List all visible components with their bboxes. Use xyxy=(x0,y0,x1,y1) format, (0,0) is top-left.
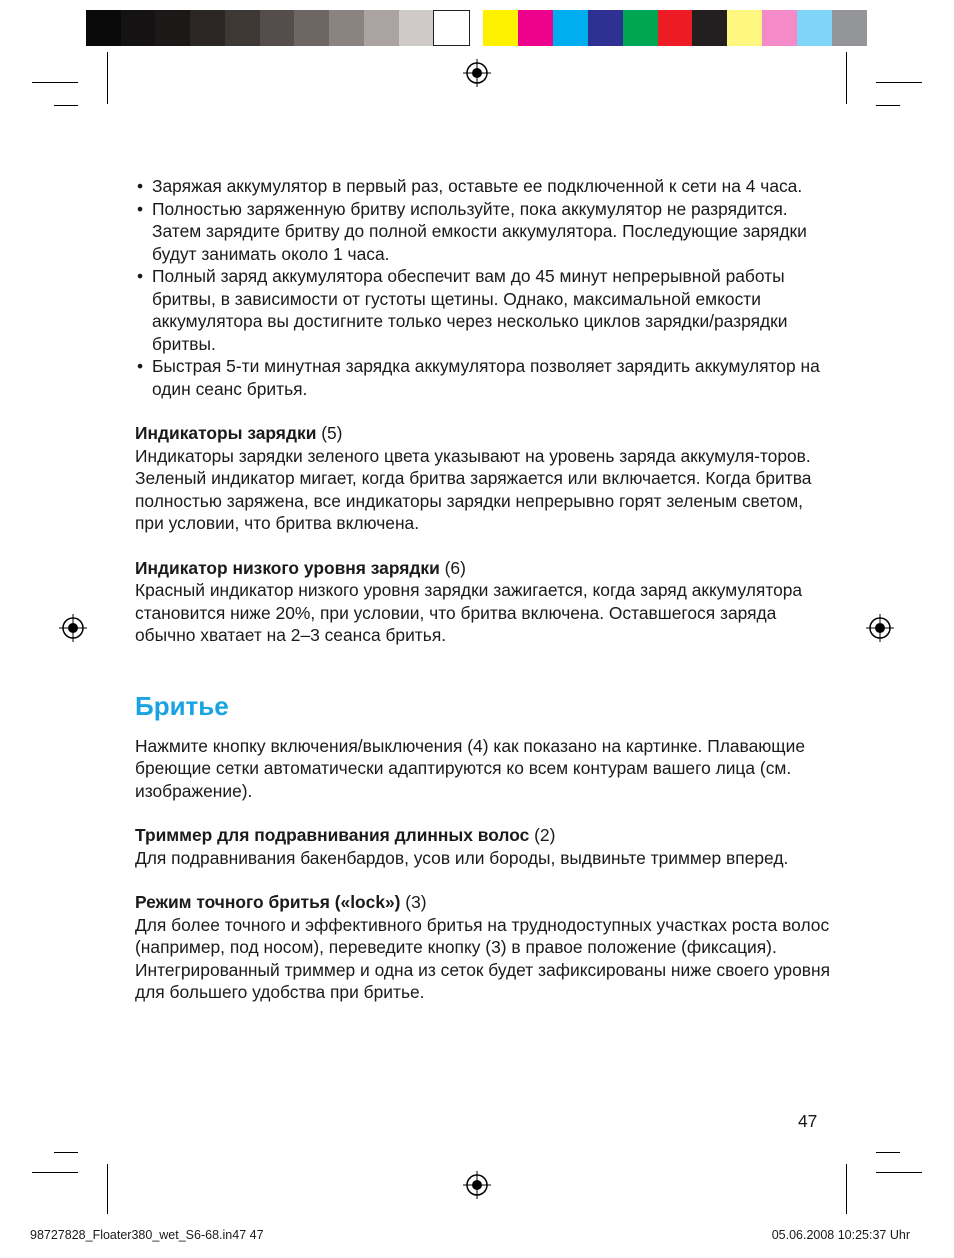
color-swatch xyxy=(225,10,260,46)
section-body: Для более точного и эффективного бритья на труднодоступных участках роста волос (например, под носом), переведите кнопку (3) в правое положение (фиксация). Интегрированный триммер и одна из сеток будет зафиксированы ниже своего уровня для большего удобства при бритье. xyxy=(135,914,831,1002)
color-swatch xyxy=(399,10,434,46)
section-heading xyxy=(135,824,835,847)
color-swatch xyxy=(121,10,156,46)
color-swatch xyxy=(483,10,518,46)
color-swatch xyxy=(658,10,693,46)
color-swatch xyxy=(588,10,623,46)
list-item: • Полный заряд аккумулятора обеспечит вам до 45 минут непрерывной работы бритвы, в зависимости от густоты щетины. Однако, максимальной емкости аккумулятора вы достигните только через несколько циклов зарядки/разрядки бритвы. xyxy=(135,265,835,355)
charging-indicators-section xyxy=(135,422,835,535)
section-heading xyxy=(135,557,835,580)
color-swatch-bar xyxy=(483,10,867,46)
section-body: Для подравнивания бакенбардов, усов или бороды, выдвиньте триммер вперед. xyxy=(135,847,789,868)
section-heading-ref: (2) xyxy=(529,825,556,845)
section-body: Красный индикатор низкого уровня зарядки зажигается, когда заряд аккумулятора становится ниже 20%, при условии, что бритва включена. Оставшегося заряда обычно хватает на 2–3 сеанса бритья. xyxy=(135,580,803,645)
color-swatch xyxy=(329,10,364,46)
section-heading-bold: Триммер для подравнивания длинных волос xyxy=(135,825,530,845)
page-content xyxy=(135,175,835,1004)
shaving-intro: Нажмите кнопку включения/выключения (4) как показано на картинке. Плавающие бреющие сетки автоматически адаптируются ко всем контурам вашего лица (см. изображение). xyxy=(135,735,805,801)
shaving-title: Бритье xyxy=(135,690,229,721)
color-swatch xyxy=(86,10,121,46)
trimmer-section xyxy=(135,824,835,869)
section-heading xyxy=(135,891,835,914)
crop-mark xyxy=(876,105,900,106)
crop-mark xyxy=(107,1164,108,1214)
crop-mark xyxy=(876,82,922,83)
registration-mark-icon xyxy=(463,1171,491,1199)
color-swatch xyxy=(433,10,470,46)
section-body: Индикаторы зарядки зеленого цвета указывают на уровень заряда аккумуля-торов. Зеленый индикатор мигает, когда бритва заряжается или включается. Когда бритва полностью заряжена, все индикаторы зарядки непрерывно горят зеленым светом, при условии, что бритва включена. xyxy=(135,445,812,533)
section-heading xyxy=(135,422,835,445)
color-swatch xyxy=(155,10,190,46)
crop-mark xyxy=(54,105,78,106)
crop-mark xyxy=(107,52,108,104)
page-number: 47 xyxy=(798,1111,818,1131)
section-heading-bold: Индикатор низкого уровня зарядки xyxy=(135,557,440,578)
color-swatch xyxy=(294,10,329,46)
registration-mark-icon xyxy=(866,614,894,642)
color-swatch xyxy=(623,10,658,46)
list-item: • Заряжая аккумулятор в первый раз, оставьте ее подключенной к сети на 4 часа. xyxy=(135,175,835,198)
color-swatch xyxy=(832,10,867,46)
color-swatch xyxy=(260,10,295,46)
color-swatch xyxy=(692,10,727,46)
lock-mode-section xyxy=(135,891,835,1004)
grayscale-swatch-bar xyxy=(86,10,470,46)
color-swatch xyxy=(364,10,399,46)
registration-mark-icon xyxy=(463,59,491,87)
crop-mark xyxy=(876,1152,900,1153)
registration-mark-icon xyxy=(59,614,87,642)
crop-mark xyxy=(846,1164,847,1214)
list-item: • Полностью заряженную бритву используйте, пока аккумулятор не разрядится. Затем зарядите бритву до полной емкости аккумулятора. Последующие зарядки будут занимать около 1 часа. xyxy=(135,198,835,266)
color-swatch xyxy=(762,10,797,46)
section-heading-bold: Индикаторы зарядки xyxy=(135,423,317,443)
charging-tips-list xyxy=(135,175,835,400)
crop-mark xyxy=(32,1172,78,1173)
crop-mark xyxy=(54,1152,78,1153)
color-swatch xyxy=(553,10,588,46)
section-heading-bold: Режим точного бритья («lock») xyxy=(135,892,401,912)
low-charge-section xyxy=(135,557,835,647)
footer-datetime: 05.06.2008 10:25:37 Uhr xyxy=(771,1228,910,1242)
crop-mark xyxy=(846,52,847,104)
color-swatch xyxy=(727,10,762,46)
color-swatch xyxy=(518,10,553,46)
list-item: • Быстрая 5-ти минутная зарядка аккумулятора позволяет зарядить аккумулятор на один сеанс бритья. xyxy=(135,355,835,400)
color-swatch xyxy=(797,10,832,46)
footer-file-info: 98727828_Floater380_wet_S6-68.in47 47 xyxy=(30,1228,264,1242)
section-heading-ref: (6) xyxy=(439,557,466,578)
section-heading-ref: (3) xyxy=(400,892,427,912)
crop-mark xyxy=(876,1172,922,1173)
crop-mark xyxy=(32,82,78,83)
color-swatch xyxy=(190,10,225,46)
section-heading-ref: (5) xyxy=(316,423,343,443)
